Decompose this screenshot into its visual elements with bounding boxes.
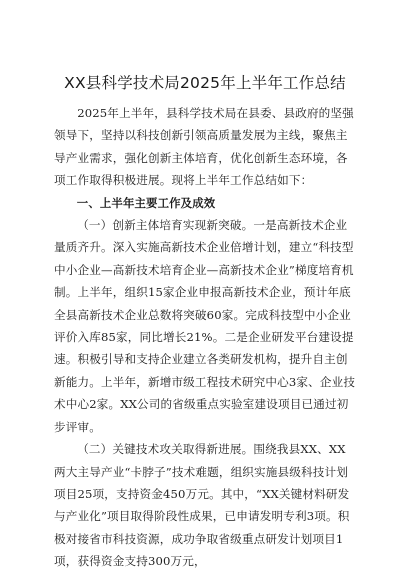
paragraph-key-technology: （二）关键技术攻关取得新进展。围绕我县XX、XX两大主导产业“卡脖子”技术难题，组织实施县级科技计划项目25项，支持资金450万元。其中，“XX关键材料研发与产业化”项目取得阶段性成果，已申请发明专利3项。积极对接省市科技资源，成功争取省级重点研发计划项目1项，获得资金支持300万元， (54, 442, 350, 569)
intro-paragraph: 2025年上半年，县科学技术局在县委、县政府的坚强领导下，坚持以科技创新引领高质量发展为主线，聚焦主导产业需求，强化创新主体培育，优化创新生态环境，各项工作取得积极进展。现将上半年工作总结如下： (54, 106, 354, 188)
document-body (54, 102, 356, 573)
document-title: XX县科学技术局2025年上半年工作总结 (64, 74, 346, 92)
section-heading: 一、上半年主要工作及成效 (76, 195, 216, 210)
paragraph-innovation-entities: （一）创新主体培育实现新突破。一是高新技术企业量质齐升。深入实施高新技术企业倍增计划，建立“科技型中小企业—高新技术培育企业—高新技术企业”梯度培育机制。上半年，组织15家企业申报高新技术企业，预计年底全县高新技术企业总数将突破60家。完成科技型中小企业评价入库85家，同比增长21%。二是企业研发平台建设提速。积极引导和支持企业建立各类研发机构，提升自主创新能力。上半年，新增市级工程技术研究中心3家、企业技术中心2家。XX公司的省级重点实验室建设项目已通过初步评审。 (54, 218, 356, 434)
